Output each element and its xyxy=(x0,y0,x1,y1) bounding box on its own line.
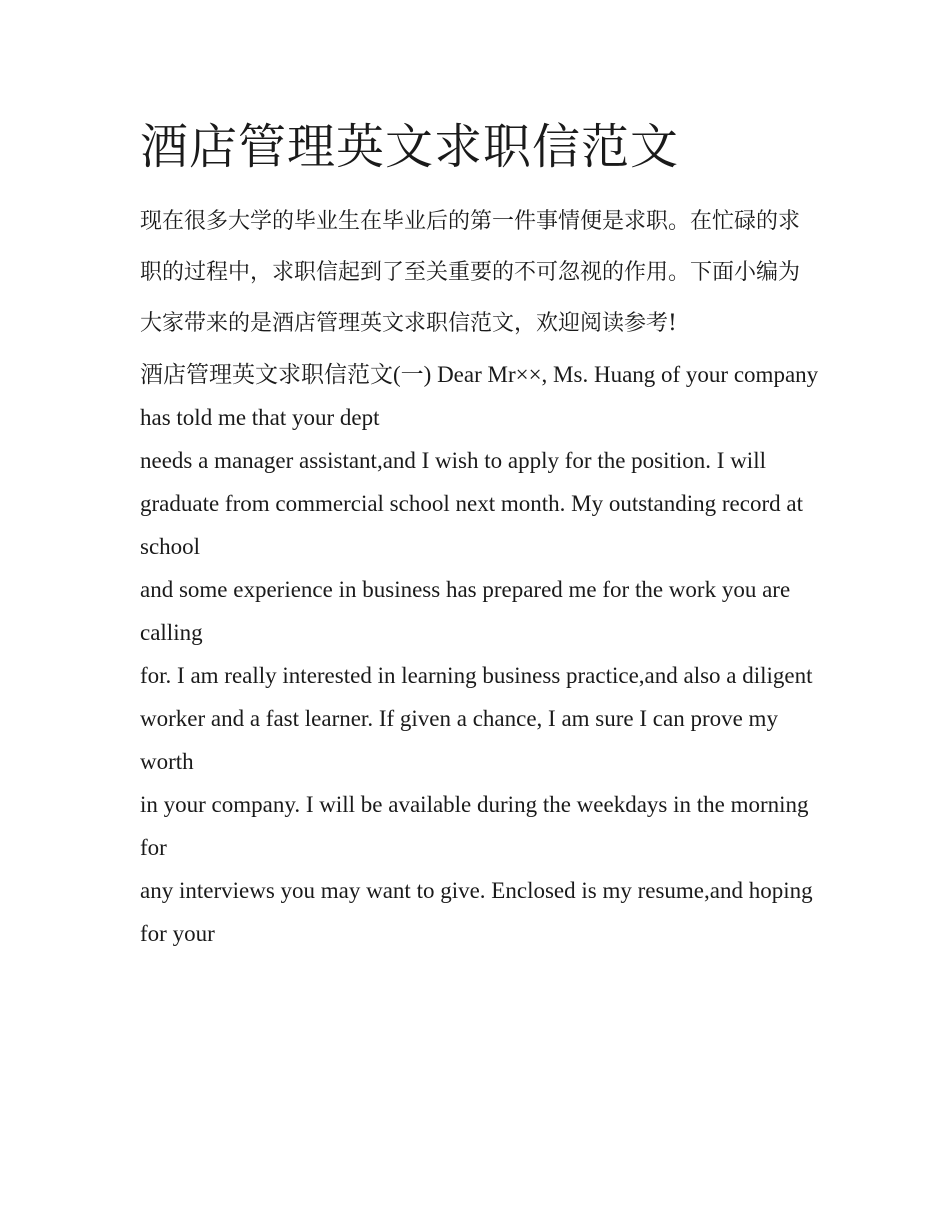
page-title: 酒店管理英文求职信范文 xyxy=(140,119,680,175)
letter-line: needs a manager assistant,and I wish to apply for the position. I will xyxy=(140,448,766,473)
letter-line: graduate from commercial school next month. My outstanding record at school xyxy=(140,491,803,559)
intro-paragraph: 现在很多大学的毕业生在毕业后的第一件事情便是求职。在忙碌的求职的过程中，求职信起到了至关重要的不可忽视的作用。下面小编为大家带来的是酒店管理英文求职信范文，欢迎阅读参考! xyxy=(140,209,801,336)
document-body xyxy=(140,112,820,955)
letter-line: any interviews you may want to give. Enclosed is my resume,and hoping for your xyxy=(140,878,813,946)
letter-line: for. I am really interested in learning business practice,and also a diligent xyxy=(140,663,813,688)
letter-line: and some experience in business has prepared me for the work you are calling xyxy=(140,577,791,645)
cover-letter-sample xyxy=(140,353,820,955)
letter-line: worker and a fast learner. If given a chance, I am sure I can prove my worth xyxy=(140,706,778,774)
letter-line: in your company. I will be available during the weekdays in the morning for xyxy=(140,792,809,860)
letter-line: 酒店管理英文求职信范文(一) Dear Mr××, Ms. Huang of your company has told me that your dept xyxy=(140,362,819,430)
